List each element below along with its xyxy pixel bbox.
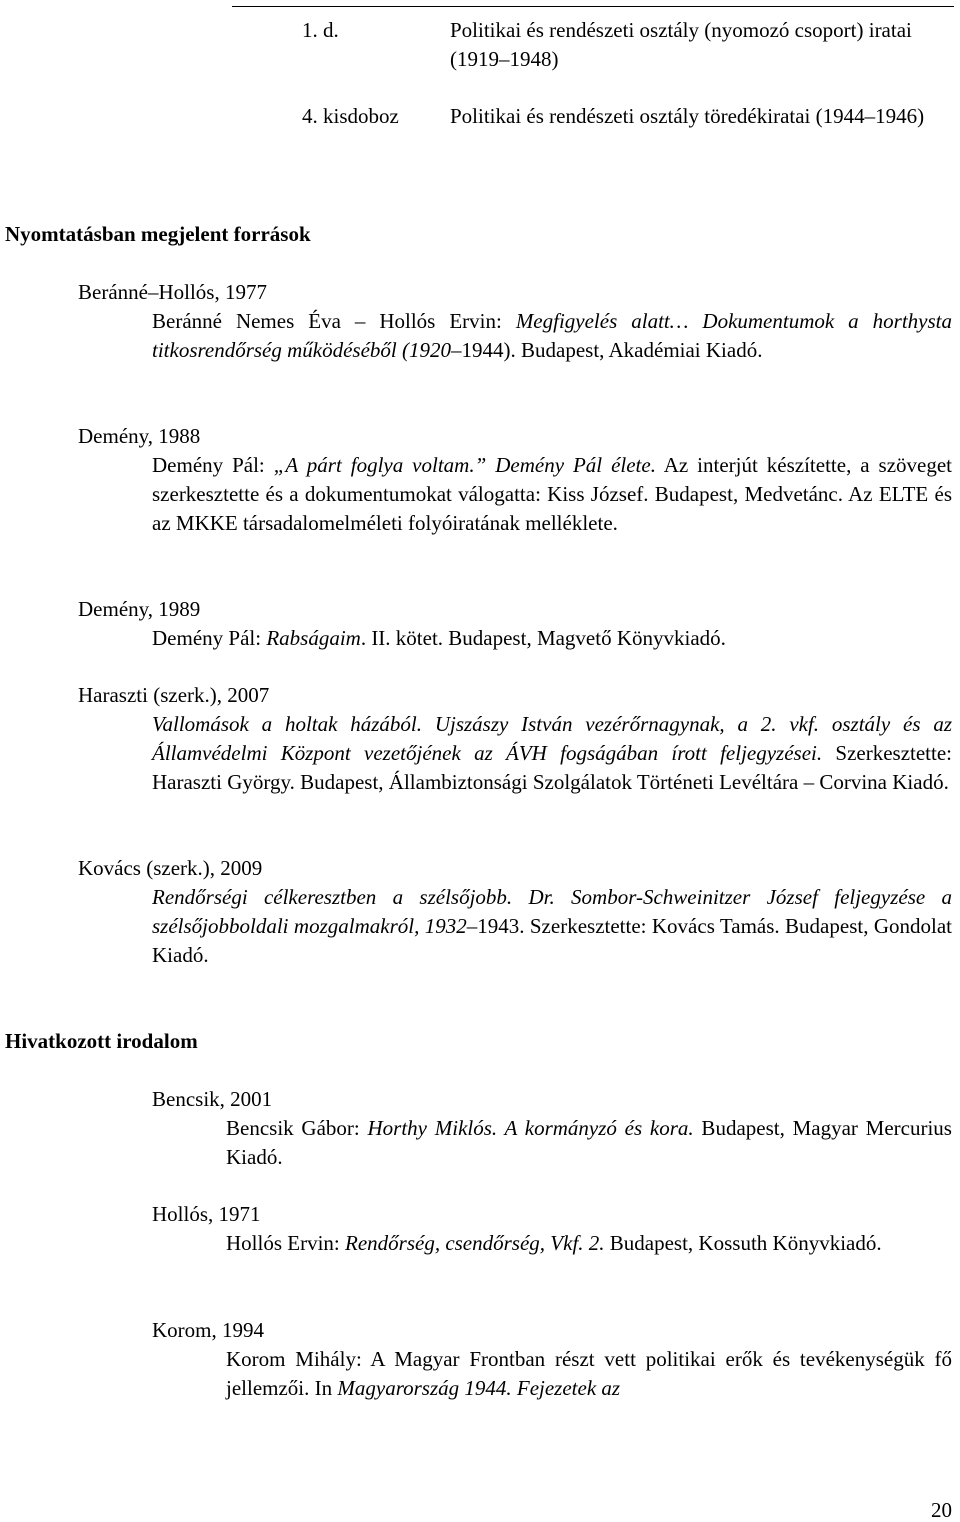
entry-title-italic: Vallomások a holtak házából. Ujszászy István vezérőrnagynak, a 2. vkf. osztály és az Államvédelmi Központ vezetőjének az ÁVH fogságában írott feljegyzései. [152,712,952,765]
entry-text: Budapest, Magyar Mercurius Kiadó. [226,1116,952,1169]
entry-body [226,1345,952,1403]
entry-body [152,624,952,653]
entry-text: . II. kötet. Budapest, Magvető Könyvkiadó. [360,626,726,650]
entry-text: Beránné Nemes Éva – Hollós Ervin: [152,309,516,333]
entry-body [226,1229,952,1258]
entry-text: Szerkesztette: Haraszti György. Budapest, Állambiztonsági Szolgálatok Történeti Levéltára – Corvina Kiadó. [152,741,953,794]
printed-entry-5 [78,854,952,970]
entry-key: Haraszti (szerk.), 2007 [78,683,270,707]
archive-item-value: Politikai és rendészeti osztály töredékiratai (1944–1946) [450,104,925,128]
entry-title-italic: „A párt foglya voltam.” Demény Pál élete. [273,453,656,477]
entry-title-italic: Rabságaim [266,626,361,650]
entry-title-italic: Megfigyelés alatt… Dokumentumok a horthysta titkosrendőrség működéséből (1920 [152,309,952,362]
entry-title-italic: Magyarország 1944. Fejezetek az [337,1376,621,1400]
entry-title-italic: Horthy Miklós. A kormányzó és kora. [367,1116,694,1140]
entry-key: Hollós, 1971 [152,1202,261,1226]
entry-key: Bencsik, 2001 [152,1087,273,1111]
archive-item-value: Politikai és rendészeti osztály (nyomozó csoport) iratai (1919–1948) [450,18,912,71]
entry-key: Beránné–Hollós, 1977 [78,280,267,304]
entry-text: Korom Mihály: A Magyar Frontban részt vett politikai erők és tevékenységük fő jellemzői. In [226,1347,952,1400]
entry-text: Demény Pál: [152,626,267,650]
entry-body [226,1114,952,1172]
entry-text: –1943. Szerkesztette: Kovács Tamás. Budapest, Gondolat Kiadó. [152,914,952,967]
entry-text: Hollós Ervin: [226,1231,345,1255]
printed-entry-1 [78,278,952,365]
entry-title-italic: Rendőrségi célkeresztben a szélsőjobb. Dr. Sombor-Schweinitzer József feljegyzése a szélsőjobboldali mozgalmakról, 1932 [152,885,952,938]
entry-key: Demény, 1989 [78,597,201,621]
literature-entry-1 [152,1085,952,1172]
archive-item-key: 1. d. [302,18,339,42]
entry-body [152,710,952,797]
entry-text: Bencsik Gábor: [226,1116,368,1140]
literature-entry-3 [152,1316,952,1403]
entry-body [152,307,952,365]
entry-key: Kovács (szerk.), 2009 [78,856,263,880]
section-heading-printed-sources: Nyomtatásban megjelent források [5,222,311,246]
entry-key: Korom, 1994 [152,1318,264,1342]
printed-entry-2 [78,422,952,538]
printed-entry-4 [78,681,952,797]
top-rule [232,6,954,7]
page-number: 20 [931,1498,952,1522]
entry-text: Demény Pál: [152,453,274,477]
entry-text: Budapest, Kossuth Könyvkiadó. [604,1231,882,1255]
entry-key: Demény, 1988 [78,424,201,448]
archive-item-key: 4. kisdoboz [302,104,399,128]
entry-body [152,883,952,970]
section-heading-cited-literature: Hivatkozott irodalom [5,1029,198,1053]
entry-title-italic: Rendőrség, csendőrség, Vkf. 2. [345,1231,605,1255]
entry-text: –1944). Budapest, Akadémiai Kiadó. [451,338,763,362]
entry-body [152,451,952,538]
printed-entry-3 [78,595,952,653]
literature-entry-2 [152,1200,952,1258]
entry-text: Az interjút készítette, a szöveget szerkesztette és a dokumentumokat válogatta: Kiss József. Budapest, Medvetánc. Az ELTE és az MKKE társadalomelméleti folyóiratának melléklete. [152,453,953,535]
